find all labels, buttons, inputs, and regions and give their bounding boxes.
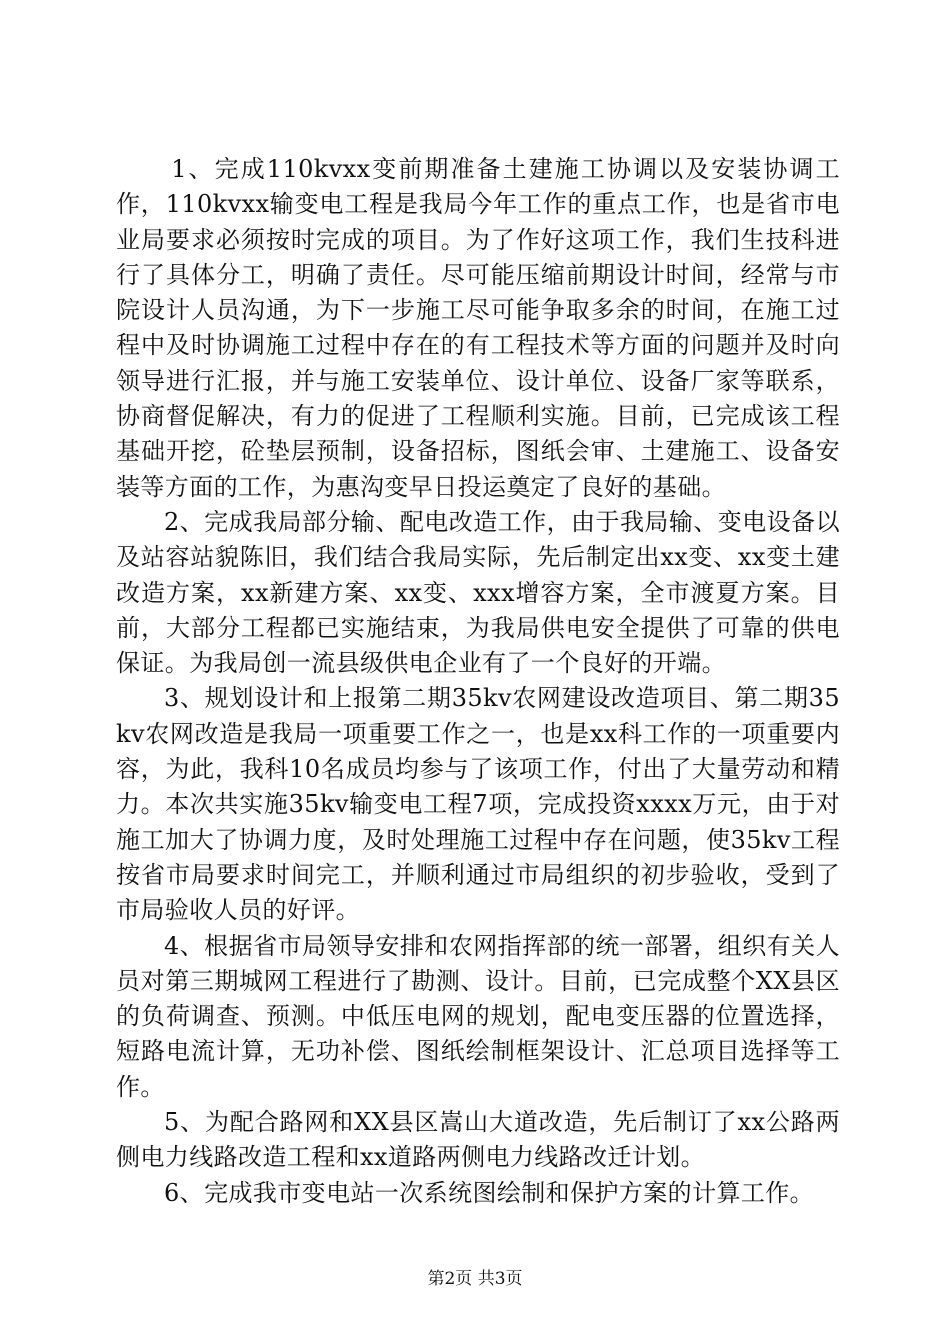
page-number-footer: 第2页 共3页 — [427, 1269, 523, 1289]
document-body — [116, 152, 840, 1211]
paragraph-5: 5、为配合路网和XX县区嵩山大道改造，先后制订了xx公路两侧电力线路改造工程和xx道路两侧电力线路改迁计划。 — [116, 1108, 840, 1172]
paragraph-2: 2、完成我局部分输、配电改造工作，由于我局输、变电设备以及站容站貌陈旧，我们结合我局实际，先后制定出xx变、xx变土建改造方案，xx新建方案、xx变、xxx增容方案，全市渡夏方案。目前，大部分工程都已实施结束，为我局供电安全提供了可靠的供电保证。为我局创一流县级供电企业有了一个良好的开端。 — [116, 507, 840, 678]
paragraph-6: 6、完成我市变电站一次系统图绘制和保护方案的计算工作。 — [164, 1178, 815, 1207]
paragraph-4: 4、根据省市局领导安排和农网指挥部的统一部署，组织有关人员对第三期城网工程进行了勘测、设计。目前，已完成整个XX县区的负荷调查、预测。中低压电网的规划，配电变压器的位置选择，短路电流计算，无功补偿、图纸绘制框架设计、汇总项目选择等工作。 — [116, 931, 840, 1101]
paragraph-3: 3、规划设计和上报第二期35kv农网建设改造项目、第二期35kv农网改造是我局一项重要工作之一，也是xx科工作的一项重要内容，为此，我科10名成员均参与了该项工作，付出了大量劳动和精力。本次共实施35kv输变电工程7项，完成投资xxxx万元，由于对施工加大了协调力度，及时处理施工过程中存在问题，使35kv工程按省市局要求时间完工，并顺利通过市局组织的初步验收，受到了市局验收人员的好评。 — [116, 684, 840, 925]
paragraph-1: 1、完成110kvxx变前期准备土建施工协调以及安装协调工作，110kvxx输变电工程是我局今年工作的重点工作，也是省市电业局要求必须按时完成的项目。为了作好这项工作，我们生技科进行了具体分工，明确了责任。尽可能压缩前期设计时间，经常与市院设计人员沟通，为下一步施工尽可能争取多余的时间，在施工过程中及时协调施工过程中存在的有工程技术等方面的问题并及时向领导进行汇报，并与施工安装单位、设计单位、设备厂家等联系，协商督促解决，有力的促进了工程顺利实施。目前，已完成该工程基础开挖，砼垫层预制，设备招标，图纸会审、土建施工、设备安装等方面的工作，为惠沟变早日投运奠定了良好的基础。 — [116, 155, 840, 501]
